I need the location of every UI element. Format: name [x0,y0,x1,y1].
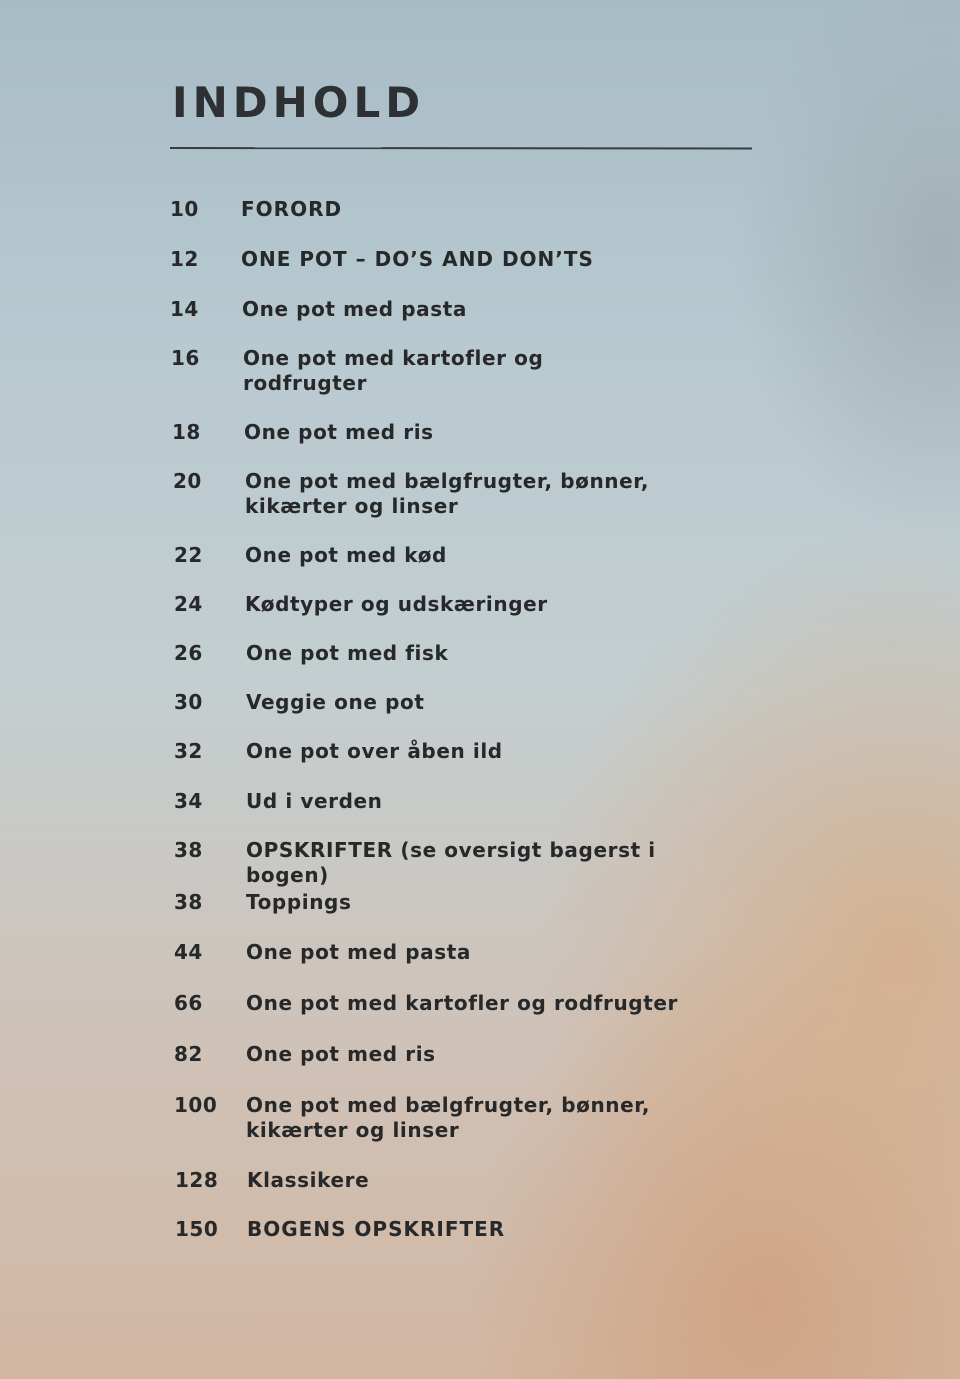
toc-entry-title: One pot med ris [244,420,434,444]
toc-page-number: 82 [174,1042,203,1066]
toc-page-number: 26 [174,641,203,665]
toc-entry-title: FORORD [241,197,343,221]
toc-entry-title: Kødtyper og udskæringer [245,592,548,616]
toc-entry-title: OPSKRIFTER (se oversigt bagerst i bogen) [246,838,656,887]
toc-page-number: 30 [174,690,203,714]
toc-page-number: 100 [174,1093,218,1117]
title-divider [170,147,752,150]
toc-page-number: 10 [170,197,199,221]
toc-page-number: 24 [174,592,203,616]
toc-entry-title: Toppings [246,890,352,914]
toc-page-number: 66 [174,991,203,1015]
toc-entry-title: One pot med pasta [242,297,468,321]
toc-page-number: 12 [170,247,199,271]
toc-entry-title: One pot med kartofler og rodfrugter [243,346,544,395]
toc-entry-title: One pot over åben ild [246,739,503,763]
toc-entry-title: One pot med kød [245,543,447,567]
toc-page-number: 22 [174,543,203,567]
toc-page-number: 44 [174,940,203,964]
toc-entry-title: One pot med fisk [246,641,449,665]
toc-entry-title: Ud i verden [246,789,383,813]
toc-entry-title: One pot med bælgfrugter, bønner, kikærter og linser [246,1093,651,1142]
toc-page-number: 150 [175,1217,219,1241]
toc-page-number: 16 [171,346,200,370]
toc-entry-title: One pot med pasta [246,940,472,964]
toc-page-number: 32 [174,739,203,763]
toc-page-number: 20 [173,469,202,493]
toc-page-number: 38 [174,838,203,862]
toc-entry-title: Klassikere [247,1168,370,1192]
toc-entry-title: One pot med kartofler og rodfrugter [246,991,678,1015]
toc-page-number: 14 [170,297,199,321]
toc-page-number: 128 [175,1168,219,1192]
toc-page-number: 38 [174,890,203,914]
toc-entry-title: BOGENS OPSKRIFTER [247,1217,506,1241]
toc-page-number: 34 [174,789,203,813]
toc-entry-title: One pot med bælgfrugter, bønner, kikærter og linser [245,469,650,518]
toc-entry-title: ONE POT – DO’S AND DON’TS [241,247,594,271]
toc-entry-title: One pot med ris [246,1042,436,1066]
page-title: INDHOLD [172,78,426,127]
toc-page-number: 18 [172,420,201,444]
toc-entry-title: Veggie one pot [246,690,425,714]
